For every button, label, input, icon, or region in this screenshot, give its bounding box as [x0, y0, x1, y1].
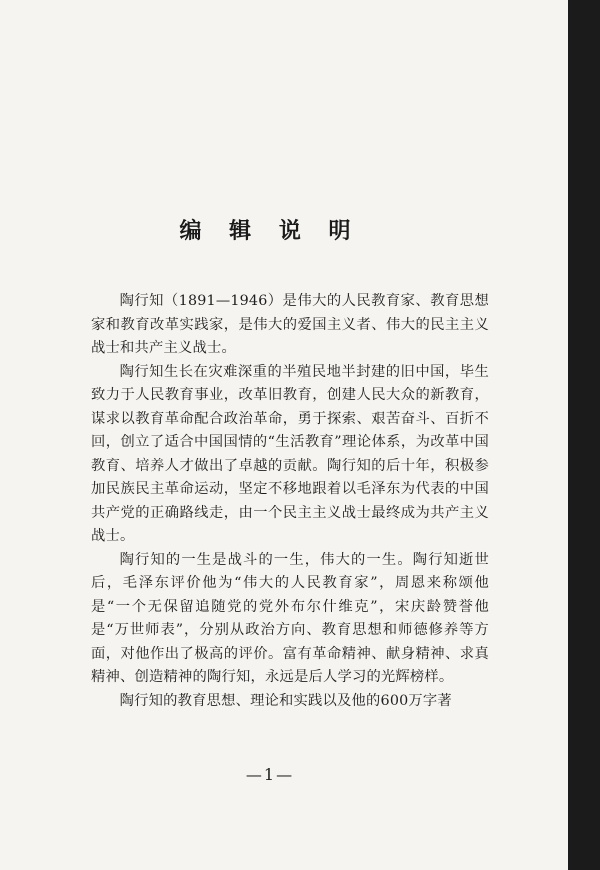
paragraph-2: 陶行知生长在灾难深重的半殖民地半封建的旧中国，毕生致力于人民教育事业，改革旧教育，创建人民大众的新教育，谋求以教育革命配合政治革命，勇于探索、艰苦奋斗、百折不回，创立了适合中国国情的“生活教育”理论体系，为改革中国教育、培养人才做出了卓越的贡献。陶行知的后十年，积极参加民族民主革命运动，坚定不移地跟着以毛泽东为代表的中国共产党的正确路线走，由一个民主主义战士最终成为共产主义战士。 [91, 363, 489, 544]
body-text [91, 290, 489, 713]
paragraph-3: 陶行知的一生是战斗的一生，伟大的一生。陶行知逝世后，毛泽东评价他为“伟大的人民教育家”，周恩来称颂他是“一个无保留追随党的党外布尔什维克”，宋庆龄赞誉他是“万世师表”，分别从政治方向、教育思想和师德修养等方面，对他作出了极高的评价。富有革命精神、献身精神、求真精神、创造精神的陶行知，永远是后人学习的光辉榜样。 [91, 551, 489, 685]
binding-edge [568, 0, 600, 870]
page-number: —1— [245, 765, 295, 784]
paragraph-1: 陶行知（1891—1946）是伟大的人民教育家、教育思想家和教育改革实践家，是伟大的爱国主义者、伟大的民主主义战士和共产主义战士。 [91, 293, 489, 356]
page-title: 编 辑 说 明 [179, 217, 361, 244]
paragraph-4: 陶行知的教育思想、理论和实践以及他的600万字著 [119, 692, 452, 709]
